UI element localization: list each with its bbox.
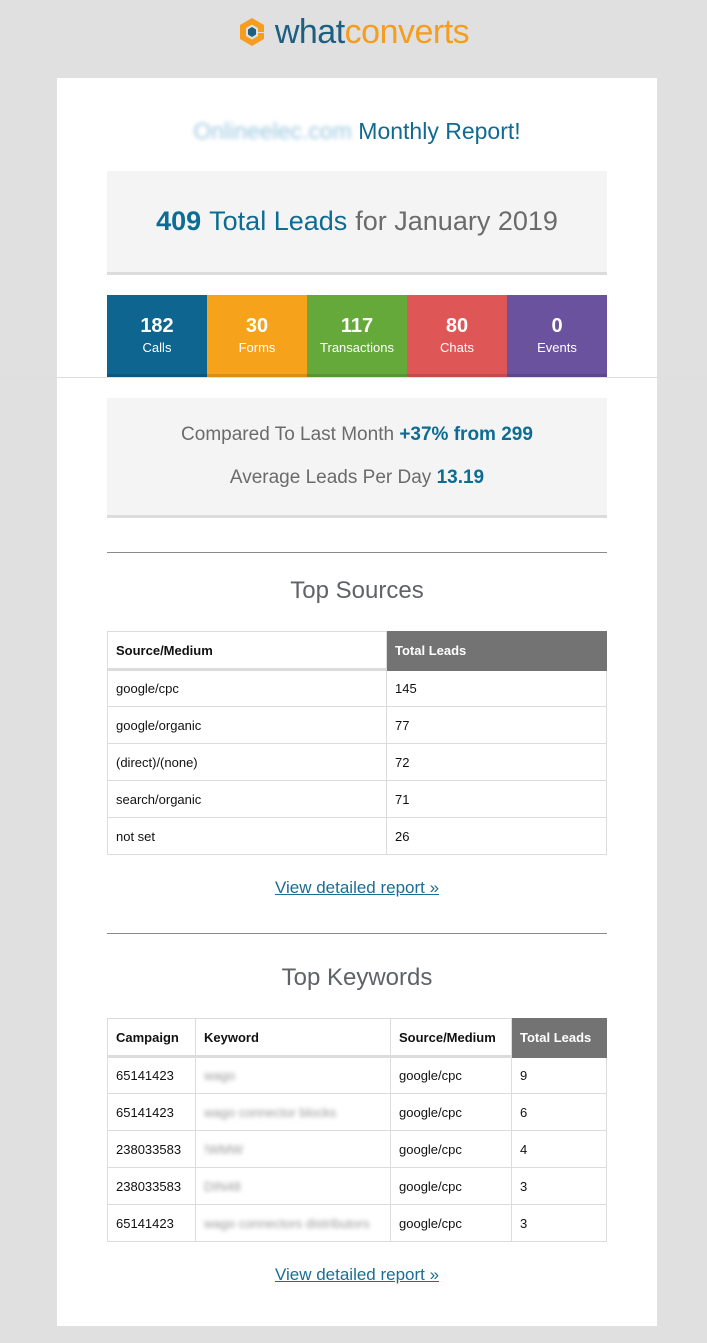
source-cell: google/cpc [391,1205,512,1242]
source-cell: google/cpc [391,1168,512,1205]
header-total-leads: Total Leads [512,1019,607,1057]
brand-wordmark [275,14,469,50]
stat-events-value: 0 [551,315,563,337]
campaign-cell: 65141423 [108,1205,196,1242]
table-row [108,670,607,707]
table-header-row [108,632,607,670]
stat-chats-value: 80 [445,315,469,337]
table-row [108,781,607,818]
table-row [108,707,607,744]
stat-forms [207,295,307,378]
top-keywords-table [107,1018,607,1242]
source-cell: google/cpc [391,1131,512,1168]
keyword-cell: wago [204,1068,236,1083]
source-cell: google/organic [108,707,387,744]
table-row [108,1205,607,1242]
top-sources-title: Top Sources [290,577,424,604]
brand-word-converts: converts [344,13,470,51]
leads-cell: 6 [512,1094,607,1131]
whatconverts-logo-icon [238,17,266,47]
average-value: 13.19 [436,467,485,488]
leads-cell: 72 [387,744,607,781]
table-row [108,744,607,781]
stat-chats [407,295,507,378]
divider-top-keywords [107,933,607,934]
stat-events-label: Events [537,340,577,355]
source-cell: google/cpc [108,670,387,707]
leads-cell: 9 [512,1057,607,1094]
total-leads-box [107,171,607,275]
last-month-label: Compared To Last Month [181,424,395,445]
leads-cell: 4 [512,1131,607,1168]
source-cell: not set [108,818,387,855]
header-campaign: Campaign [108,1019,196,1057]
total-leads-count: 409 [156,206,202,236]
total-leads-period: for January 2019 [355,206,558,236]
report-title-suffix: Monthly Report! [358,118,521,144]
source-cell: google/cpc [391,1057,512,1094]
brand-word-what: what [274,13,345,51]
brand-logo [0,14,707,50]
header-keyword: Keyword [196,1019,391,1057]
stat-chats-label: Chats [440,340,474,355]
table-header-row [108,1019,607,1057]
stat-calls-value: 182 [140,315,174,337]
site-name: Onlineelec.com [193,118,352,144]
stat-calls [107,295,207,378]
report-title [57,118,657,145]
leads-cell: 145 [387,670,607,707]
header-source-medium: Source/Medium [108,632,387,670]
table-row [108,1057,607,1094]
leads-cell: 3 [512,1168,607,1205]
last-month-comparison [107,424,607,446]
source-cell: (direct)/(none) [108,744,387,781]
report-card [57,78,657,1326]
table-row [108,818,607,855]
last-month-value: +37% from 299 [399,424,533,445]
stat-forms-value: 30 [245,315,269,337]
stat-events [507,295,607,378]
stat-transactions-label: Transactions [320,340,394,355]
keyword-cell: DIN48 [204,1178,241,1194]
table-row [108,1168,607,1205]
table-row [108,1131,607,1168]
leads-cell: 3 [512,1205,607,1242]
top-keywords-title: Top Keywords [281,964,433,991]
stat-forms-label: Forms [238,340,276,355]
leads-cell: 71 [387,781,607,818]
stat-transactions-value: 117 [340,315,374,337]
source-cell: search/organic [108,781,387,818]
average-per-day [107,467,607,489]
average-label: Average Leads Per Day [229,467,432,488]
campaign-cell: 65141423 [108,1057,196,1094]
keyword-cell: wago connectors distributors [204,1215,370,1231]
keyword-cell: !WMW [204,1141,243,1157]
lead-type-stats [107,295,607,378]
stat-calls-label: Calls [142,340,172,355]
header-total-leads: Total Leads [387,632,607,670]
campaign-cell: 238033583 [108,1131,196,1168]
leads-cell: 77 [387,707,607,744]
divider-top-sources [107,552,607,553]
comparison-box [107,398,607,518]
top-sources-table [107,631,607,855]
table-row [108,1094,607,1131]
view-sources-report-link[interactable]: View detailed report » [274,878,440,897]
section-divider [0,377,707,378]
view-keywords-report-link[interactable]: View detailed report » [274,1265,440,1284]
source-cell: google/cpc [391,1094,512,1131]
keyword-cell: wago connector blocks [204,1104,337,1120]
total-leads-label: Total Leads [209,206,348,236]
header-source-medium: Source/Medium [391,1019,512,1057]
stat-transactions [307,295,407,378]
leads-cell: 26 [387,818,607,855]
campaign-cell: 238033583 [108,1168,196,1205]
campaign-cell: 65141423 [108,1094,196,1131]
